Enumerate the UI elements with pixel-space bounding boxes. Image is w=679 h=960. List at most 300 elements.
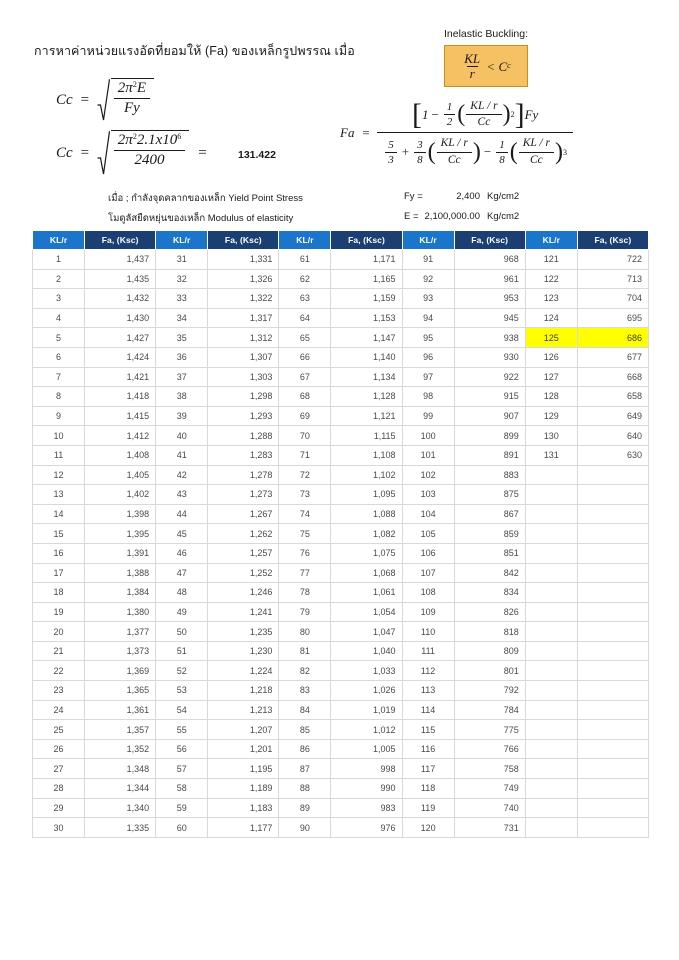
cell-fa: 1,262 — [208, 524, 279, 544]
cell-klr — [525, 485, 577, 505]
fa-num-ratio-top: KL / r — [470, 100, 498, 112]
cell-klr: 70 — [279, 426, 331, 446]
cell-klr: 109 — [402, 602, 454, 622]
cell-klr: 2 — [33, 269, 85, 289]
cell-klr: 63 — [279, 289, 331, 309]
callout-denominator: r — [467, 66, 478, 81]
right-paren-icon: ) — [472, 138, 481, 165]
table-row — [33, 661, 649, 681]
cell-klr: 4 — [33, 308, 85, 328]
table-row — [33, 347, 649, 367]
cell-klr — [525, 739, 577, 759]
cell-fa: 809 — [454, 641, 525, 661]
cell-klr: 87 — [279, 759, 331, 779]
cell-klr: 121 — [525, 250, 577, 270]
cell-klr — [525, 681, 577, 701]
cell-fa: 1,293 — [208, 406, 279, 426]
cell-fa: 1,340 — [85, 798, 156, 818]
cell-fa: 1,207 — [208, 720, 279, 740]
cell-fa: 668 — [577, 367, 648, 387]
cell-fa: 1,005 — [331, 739, 402, 759]
column-header-fa: Fa, (Ksc) — [331, 231, 402, 250]
cell-fa — [577, 602, 648, 622]
parameter-value-e: 2,100,000.00 — [424, 211, 480, 222]
cell-fa: 1,412 — [85, 426, 156, 446]
cell-klr: 123 — [525, 289, 577, 309]
fa-num-ratio-bottom: Cc — [466, 114, 501, 129]
cell-fa: 1,430 — [85, 308, 156, 328]
cell-fa: 834 — [454, 583, 525, 603]
cell-fa: 1,424 — [85, 347, 156, 367]
cell-fa: 1,108 — [331, 445, 402, 465]
cell-klr: 54 — [156, 700, 208, 720]
cell-fa: 640 — [577, 426, 648, 446]
cell-klr: 5 — [33, 328, 85, 348]
cell-fa: 1,061 — [331, 583, 402, 603]
cell-fa: 1,395 — [85, 524, 156, 544]
cell-fa: 818 — [454, 622, 525, 642]
cell-klr: 79 — [279, 602, 331, 622]
cell-fa: 1,283 — [208, 445, 279, 465]
cell-fa: 713 — [577, 269, 648, 289]
cell-fa: 1,380 — [85, 602, 156, 622]
cell-klr: 40 — [156, 426, 208, 446]
less-than-icon: < — [487, 58, 495, 74]
cell-klr: 74 — [279, 504, 331, 524]
equals-sign-tail: = — [197, 144, 208, 161]
fa-label: Fa — [340, 125, 355, 141]
cell-fa: 658 — [577, 387, 648, 407]
table-row — [33, 485, 649, 505]
fa-formula — [340, 97, 573, 167]
fa-num-minus: − — [431, 106, 439, 122]
cell-klr: 125 — [525, 328, 577, 348]
cell-fa: 1,235 — [208, 622, 279, 642]
cell-fa — [577, 779, 648, 799]
cell-fa: 867 — [454, 504, 525, 524]
callout-title: Inelastic Buckling: — [443, 28, 529, 40]
cell-fa: 1,230 — [208, 641, 279, 661]
cell-fa: 1,047 — [331, 622, 402, 642]
cc-result-value: 131.422 — [238, 149, 276, 161]
cell-fa — [577, 661, 648, 681]
cell-klr: 92 — [402, 269, 454, 289]
cell-fa — [577, 759, 648, 779]
equals-sign-1: = — [79, 91, 90, 108]
cc-label-2: Cc — [56, 144, 73, 161]
table-row — [33, 269, 649, 289]
cell-klr — [525, 798, 577, 818]
cell-klr: 113 — [402, 681, 454, 701]
cell-klr: 119 — [402, 798, 454, 818]
fa-den-term3 — [496, 139, 508, 166]
cell-fa: 766 — [454, 739, 525, 759]
cell-klr: 106 — [402, 543, 454, 563]
fa-den-t3-bottom: 8 — [496, 152, 508, 166]
cell-fa: 1,361 — [85, 700, 156, 720]
allowable-stress-table — [32, 230, 649, 838]
cell-fa: 1,398 — [85, 504, 156, 524]
cell-fa — [577, 700, 648, 720]
cell-fa: 1,418 — [85, 387, 156, 407]
fa-den-t3-top: 1 — [499, 138, 505, 151]
cell-klr — [525, 759, 577, 779]
cell-fa: 695 — [577, 308, 648, 328]
cell-klr: 128 — [525, 387, 577, 407]
cell-klr: 94 — [402, 308, 454, 328]
square-root-2 — [97, 130, 189, 176]
cell-fa: 686 — [577, 328, 648, 348]
radical-body-1 — [111, 78, 154, 122]
cell-fa: 1,201 — [208, 739, 279, 759]
cell-fa: 1,153 — [331, 308, 402, 328]
cell-klr: 57 — [156, 759, 208, 779]
fa-den-term2 — [414, 139, 426, 166]
cell-klr: 44 — [156, 504, 208, 524]
cc1-numerator — [114, 80, 150, 98]
cell-fa — [577, 563, 648, 583]
cell-fa: 1,273 — [208, 485, 279, 505]
cell-klr: 64 — [279, 308, 331, 328]
column-header-fa: Fa, (Ksc) — [85, 231, 156, 250]
cell-klr: 21 — [33, 641, 85, 661]
column-header-klr: KL/r — [33, 231, 85, 250]
fa-num-fy: Fy — [524, 106, 539, 122]
cc1-denominator: Fy — [114, 98, 150, 117]
cell-klr — [525, 700, 577, 720]
left-bracket-icon: [ — [411, 97, 422, 131]
cell-fa: 649 — [577, 406, 648, 426]
cell-klr: 71 — [279, 445, 331, 465]
cell-fa — [577, 818, 648, 838]
page-title: การหาค่าหน่วยแรงอัดที่ยอมให้ (Fa) ของเหล็กรูปพรรณ เมื่อ — [34, 44, 355, 58]
table-row — [33, 367, 649, 387]
cell-fa: 1,082 — [331, 524, 402, 544]
fa-den-ratio1 — [437, 137, 472, 166]
cell-fa — [577, 641, 648, 661]
cell-fa: 891 — [454, 445, 525, 465]
cell-klr: 31 — [156, 250, 208, 270]
cell-fa: 1,267 — [208, 504, 279, 524]
cell-fa — [577, 543, 648, 563]
cell-klr: 131 — [525, 445, 577, 465]
cell-klr — [525, 524, 577, 544]
right-paren-icon: ) — [502, 101, 511, 128]
cell-fa: 1,312 — [208, 328, 279, 348]
table-row — [33, 818, 649, 838]
cell-fa: 1,171 — [331, 250, 402, 270]
parameter-label-e: โมดูลัสยืดหยุ่นของเหล็ก Modulus of elasticity — [108, 213, 294, 224]
cell-klr: 29 — [33, 798, 85, 818]
table-row — [33, 641, 649, 661]
cell-klr: 127 — [525, 367, 577, 387]
cell-fa: 1,432 — [85, 289, 156, 309]
cell-klr: 9 — [33, 406, 85, 426]
fa-den-r2-top: KL / r — [522, 137, 550, 150]
parameter-label-fy: เมื่อ ; กำลังจุดคลากของเหล็ก Yield Point Stress — [108, 193, 303, 204]
cell-klr: 35 — [156, 328, 208, 348]
cell-fa: 758 — [454, 759, 525, 779]
cell-klr: 110 — [402, 622, 454, 642]
fa-denominator — [377, 132, 573, 166]
cell-klr: 19 — [33, 602, 85, 622]
fa-den-r2-bottom: Cc — [519, 152, 554, 167]
cell-klr: 48 — [156, 583, 208, 603]
cell-fa: 1,068 — [331, 563, 402, 583]
cc1-num-exp: 2 — [132, 80, 137, 89]
cell-klr: 49 — [156, 602, 208, 622]
cell-klr: 80 — [279, 622, 331, 642]
cell-fa — [577, 798, 648, 818]
cell-klr: 13 — [33, 485, 85, 505]
cell-klr: 111 — [402, 641, 454, 661]
cc2-num-e: 2.1x10 — [136, 132, 178, 148]
cell-klr: 25 — [33, 720, 85, 740]
parameter-unit-e: Kg/cm2 — [487, 211, 520, 222]
cell-fa: 1,121 — [331, 406, 402, 426]
cell-fa: 1,408 — [85, 445, 156, 465]
cell-klr: 10 — [33, 426, 85, 446]
cell-klr — [525, 543, 577, 563]
table-row — [33, 504, 649, 524]
table-row — [33, 289, 649, 309]
cell-klr: 99 — [402, 406, 454, 426]
cell-fa: 1,298 — [208, 387, 279, 407]
cell-klr: 65 — [279, 328, 331, 348]
parameter-symbol-fy: Fy = — [404, 191, 423, 202]
kl-over-r-fraction — [461, 52, 483, 80]
parameter-symbol-e: E = — [404, 211, 419, 222]
cell-klr: 73 — [279, 485, 331, 505]
cell-fa: 976 — [331, 818, 402, 838]
cell-klr: 34 — [156, 308, 208, 328]
table-row — [33, 779, 649, 799]
cell-klr: 6 — [33, 347, 85, 367]
fa-num-half-top: 1 — [446, 101, 453, 114]
cell-klr: 20 — [33, 622, 85, 642]
cell-fa: 1,115 — [331, 426, 402, 446]
table-row — [33, 250, 649, 270]
cell-fa: 630 — [577, 445, 648, 465]
table-row — [33, 720, 649, 740]
cell-fa: 1,054 — [331, 602, 402, 622]
cell-fa: 1,012 — [331, 720, 402, 740]
cell-fa: 1,252 — [208, 563, 279, 583]
cell-fa: 1,128 — [331, 387, 402, 407]
cell-klr: 61 — [279, 250, 331, 270]
cc2-num-exp: 2 — [132, 132, 137, 141]
cell-klr: 7 — [33, 367, 85, 387]
cell-klr: 3 — [33, 289, 85, 309]
cell-fa: 1,218 — [208, 681, 279, 701]
cell-fa: 1,402 — [85, 485, 156, 505]
cell-fa: 704 — [577, 289, 648, 309]
cell-fa: 1,357 — [85, 720, 156, 740]
cell-fa: 945 — [454, 308, 525, 328]
radical-body-2 — [111, 130, 189, 176]
cell-klr: 42 — [156, 465, 208, 485]
table-row — [33, 622, 649, 642]
cell-fa: 1,189 — [208, 779, 279, 799]
cell-fa: 1,331 — [208, 250, 279, 270]
cell-klr: 14 — [33, 504, 85, 524]
column-header-fa: Fa, (Ksc) — [577, 231, 648, 250]
cell-fa: 961 — [454, 269, 525, 289]
cell-fa: 1,437 — [85, 250, 156, 270]
cell-fa: 1,026 — [331, 681, 402, 701]
cell-klr: 52 — [156, 661, 208, 681]
cell-fa: 1,040 — [331, 641, 402, 661]
cell-klr — [525, 602, 577, 622]
cc2-num-coef: 2π — [117, 132, 133, 148]
cell-fa: 1,177 — [208, 818, 279, 838]
cell-klr: 1 — [33, 250, 85, 270]
cc-limit-subscript: c — [507, 61, 511, 71]
table-row — [33, 387, 649, 407]
fa-den-minus: − — [483, 144, 492, 160]
cell-klr: 130 — [525, 426, 577, 446]
cell-klr: 24 — [33, 700, 85, 720]
cell-klr: 8 — [33, 387, 85, 407]
cell-klr: 18 — [33, 583, 85, 603]
cell-fa: 1,388 — [85, 563, 156, 583]
cell-fa: 1,095 — [331, 485, 402, 505]
table-row — [33, 681, 649, 701]
cell-fa — [577, 485, 648, 505]
fa-den-power: 3 — [562, 147, 567, 157]
cell-klr: 101 — [402, 445, 454, 465]
cell-klr: 39 — [156, 406, 208, 426]
cell-klr: 17 — [33, 563, 85, 583]
callout-numerator: KL — [464, 51, 481, 66]
cell-klr: 104 — [402, 504, 454, 524]
cell-klr: 78 — [279, 583, 331, 603]
cell-klr: 36 — [156, 347, 208, 367]
cell-klr: 107 — [402, 563, 454, 583]
cell-fa: 1,088 — [331, 504, 402, 524]
cell-klr: 56 — [156, 739, 208, 759]
equals-sign-2: = — [79, 144, 90, 161]
cell-klr: 27 — [33, 759, 85, 779]
cell-klr — [525, 465, 577, 485]
cell-klr: 122 — [525, 269, 577, 289]
cell-fa — [577, 465, 648, 485]
fa-den-t1-bottom: 3 — [385, 152, 397, 166]
cell-fa: 826 — [454, 602, 525, 622]
cell-fa: 930 — [454, 347, 525, 367]
cell-klr: 81 — [279, 641, 331, 661]
cell-klr: 53 — [156, 681, 208, 701]
cell-fa: 1,421 — [85, 367, 156, 387]
cell-fa: 1,365 — [85, 681, 156, 701]
cell-klr: 77 — [279, 563, 331, 583]
cell-fa: 938 — [454, 328, 525, 348]
inelastic-buckling-callout — [420, 28, 552, 87]
cell-klr: 30 — [33, 818, 85, 838]
cell-fa: 1,102 — [331, 465, 402, 485]
cell-klr: 46 — [156, 543, 208, 563]
table-row — [33, 739, 649, 759]
cell-fa: 907 — [454, 406, 525, 426]
cell-klr: 47 — [156, 563, 208, 583]
table-row — [33, 563, 649, 583]
cell-klr — [525, 779, 577, 799]
cell-fa: 784 — [454, 700, 525, 720]
cell-fa: 842 — [454, 563, 525, 583]
cell-klr — [525, 641, 577, 661]
fa-main-fraction — [377, 97, 573, 167]
callout-expression — [461, 52, 510, 80]
cell-klr — [525, 563, 577, 583]
column-header-fa: Fa, (Ksc) — [454, 231, 525, 250]
cell-fa: 1,246 — [208, 583, 279, 603]
cell-fa: 1,165 — [331, 269, 402, 289]
cell-fa — [577, 720, 648, 740]
cell-fa: 1,019 — [331, 700, 402, 720]
cell-fa: 1,373 — [85, 641, 156, 661]
cell-klr: 69 — [279, 406, 331, 426]
fa-den-r1-top: KL / r — [440, 137, 468, 150]
cell-fa: 1,278 — [208, 465, 279, 485]
table-row — [33, 465, 649, 485]
radical-sign-icon — [97, 78, 110, 122]
table-row — [33, 308, 649, 328]
cell-klr: 112 — [402, 661, 454, 681]
cell-klr: 96 — [402, 347, 454, 367]
cell-fa: 998 — [331, 759, 402, 779]
cell-klr: 11 — [33, 445, 85, 465]
cell-fa — [577, 681, 648, 701]
cell-klr: 102 — [402, 465, 454, 485]
cell-klr: 12 — [33, 465, 85, 485]
radical-sign-icon — [97, 130, 110, 176]
cell-fa: 899 — [454, 426, 525, 446]
cell-fa: 883 — [454, 465, 525, 485]
cell-fa: 1,317 — [208, 308, 279, 328]
cell-klr: 86 — [279, 739, 331, 759]
cell-klr: 16 — [33, 543, 85, 563]
cell-klr: 43 — [156, 485, 208, 505]
cell-fa: 1,391 — [85, 543, 156, 563]
cell-fa: 1,195 — [208, 759, 279, 779]
cc-formula-evaluated — [56, 130, 207, 176]
cell-fa: 1,147 — [331, 328, 402, 348]
column-header-klr: KL/r — [279, 231, 331, 250]
cell-fa: 1,241 — [208, 602, 279, 622]
cell-klr: 32 — [156, 269, 208, 289]
cell-klr: 66 — [279, 347, 331, 367]
cell-klr: 89 — [279, 798, 331, 818]
cell-klr — [525, 622, 577, 642]
cc2-numerator — [114, 132, 185, 150]
cell-klr: 68 — [279, 387, 331, 407]
fa-den-t1-top: 5 — [388, 138, 394, 151]
fa-den-term1 — [385, 139, 397, 166]
cell-klr: 97 — [402, 367, 454, 387]
cell-klr: 85 — [279, 720, 331, 740]
cell-fa: 1,134 — [331, 367, 402, 387]
cell-fa: 1,303 — [208, 367, 279, 387]
table-header-row — [33, 231, 649, 250]
cell-fa — [577, 524, 648, 544]
cell-klr: 62 — [279, 269, 331, 289]
cell-klr — [525, 661, 577, 681]
cell-fa: 1,369 — [85, 661, 156, 681]
fa-den-r1-bottom: Cc — [437, 152, 472, 167]
column-header-klr: KL/r — [156, 231, 208, 250]
cell-klr: 82 — [279, 661, 331, 681]
cell-klr: 84 — [279, 700, 331, 720]
